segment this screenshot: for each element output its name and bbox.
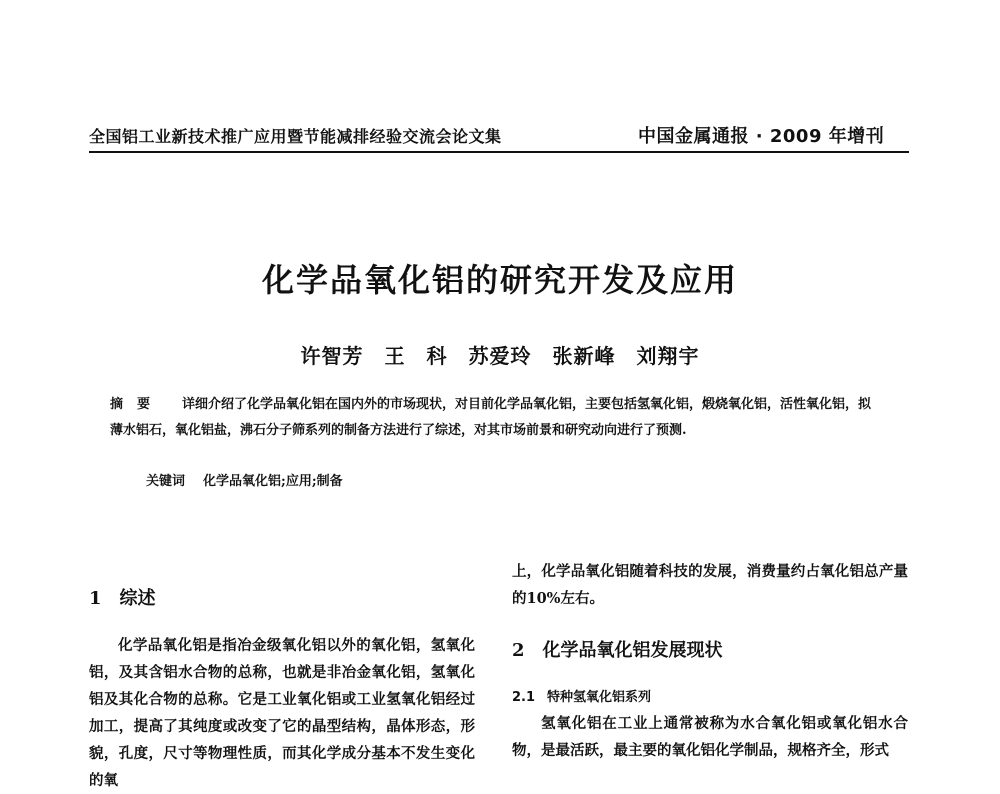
right-column-continuation: 上，化学品氧化铝随着科技的发展，消费量约占氧化铝总产量的10%左右。 [512, 563, 908, 607]
section-2-title: 化学品氧化铝发展现状 [542, 640, 723, 661]
section-1-body: 化学品氧化铝是指冶金级氧化铝以外的氧化铝，氢氧化铝，及其含铝水合物的总称，也就是非冶金氧化铝，氢氧化铝及其化合物的总称。它是工业氧化铝或工业氢氧化铝经过加工，提高了其纯度或改变了它的晶型结构，晶体形态，形貌，孔度，尺寸等物理性质，而其化学成分基本不发生变化的氧 [89, 637, 475, 789]
running-header-left: 全国铝工业新技术推广应用暨节能减排经验交流会论文集 [89, 127, 502, 146]
header-rule [89, 151, 909, 153]
section-2-number: 2 [512, 640, 525, 661]
abstract-text: 详细介绍了化学品氧化铝在国内外的市场现状，对目前化学品氧化铝，主要包括氢氧化铝，煅烧氧化铝，活性氧化铝，拟薄水铝石，氧化铝盐，沸石分子筛系列的制备方法进行了综述，对其市场前景和研究动向进行了预测. [110, 397, 872, 438]
section-1-title: 综述 [119, 588, 156, 609]
keywords-text: 化学品氧化铝;应用;制备 [203, 474, 343, 489]
abstract [110, 392, 880, 444]
subsection-2-1-title: 特种氢氧化铝系列 [547, 690, 652, 705]
section-1-number: 1 [89, 588, 102, 609]
subsection-2-1-heading [512, 686, 651, 705]
paper-authors: 许智芳 王 科 苏爱玲 张新峰 刘翔宇 [300, 344, 700, 368]
section-2-heading [512, 636, 723, 662]
subsection-2-1-number: 2.1 [512, 690, 536, 705]
keywords [146, 470, 343, 489]
paper-title: 化学品氧化铝的研究开发及应用 [261, 261, 738, 299]
running-header-right: 中国金属通报 · 2009 年增刊 [638, 126, 885, 147]
section-1-heading [89, 584, 156, 610]
section-2-body: 氢氧化铝在工业上通常被称为水合氧化铝或氧化铝水合物，是最活跃，最主要的氧化铝化学制品，规格齐全，形式 [512, 715, 908, 759]
keywords-label: 关键词 [146, 474, 186, 489]
abstract-label: 摘要 [110, 397, 165, 412]
